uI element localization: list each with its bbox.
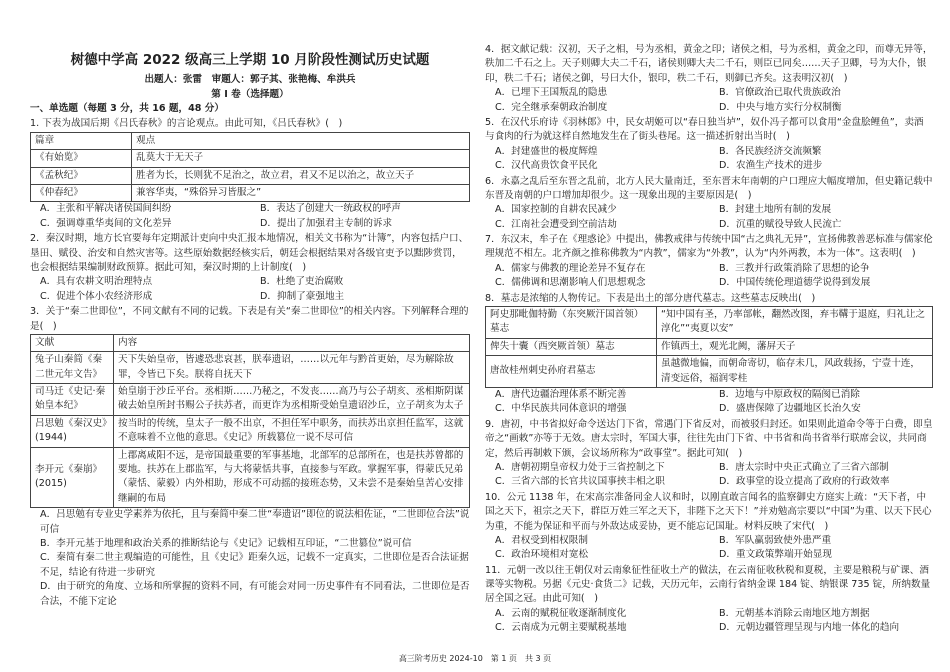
option-d: D．重文政策弊端开始显现 — [719, 549, 832, 561]
option-list — [485, 388, 933, 417]
option-c: C．完全继承秦朝政治制度 — [495, 101, 608, 113]
table-cell: 俾失十囊（西突厥首领）墓志 — [486, 338, 657, 355]
option-list — [30, 508, 470, 609]
table-cell: 李开元《秦崩》(2015) — [31, 447, 114, 508]
section-heading: 一、单选题（每题 3 分，共 16 题，48 分） — [30, 103, 224, 115]
table-row — [31, 352, 470, 384]
table-cell: 始皇崩于沙丘平台。丞相斯……乃秘之，不发丧……高乃与公子胡亥、丞相斯阴谋破去始皇所封书赐公子扶苏者，而更诈为丞相斯受始皇遗诏沙丘，立子胡亥为太子 — [114, 384, 470, 416]
option-d: D．沉重的赋役导致人民流亡 — [719, 218, 842, 230]
question-7 — [485, 233, 933, 291]
option-list — [485, 86, 933, 115]
option-list — [485, 145, 933, 174]
question-stem: 7．东汉末，牟子在《理惑论》中提出，佛教戒律与传统中国“古之典礼无异”，宣扬佛教善恶标准与儒家伦理规范不相左。北齐颜之推称佛教为“内教”，儒家为“外教”，认为“内外两教，本为一体”。这表明( ) — [485, 234, 933, 260]
option-c: C．秦简有秦二世主观编造的可能性，且《史记》距秦久远，记载不一定真实，二世即位是否合法证据不足，结论有待进一步研究 — [40, 552, 469, 578]
option-c: C．云南成为元朝主要赋税基地 — [495, 622, 627, 634]
option-c: C．政治环境相对宽松 — [495, 549, 589, 561]
option-b: B．各民族经济交流频繁 — [719, 145, 822, 157]
option-b: B．杜绝了吏治腐败 — [260, 276, 344, 288]
question-9 — [485, 418, 933, 490]
question-stem: 11．元朝一改以往王朝仅对云南象征性征收土产的做法，在云南征收秋税和夏税，主要是粮税与矿课、酒课等实物税。另据《元史·食货二》记载，天历元年，云南行省纳金课 184 锭、纳银课 735 锭，所纳数量居全国之冠。由此可知( ) — [485, 564, 931, 605]
option-a: A．主张和平解决诸侯国间纠纷 — [40, 203, 172, 215]
table-cell: 《仲春纪》 — [31, 184, 132, 201]
option-d: D．盛唐保障了边疆地区长治久安 — [719, 403, 861, 415]
option-d: D．政事堂的设立提高了政府的行政效率 — [719, 476, 890, 488]
option-a: A．唐朝初期皇帝权力处于三省控制之下 — [495, 461, 665, 473]
option-a: A．国家控制的自耕农民减少 — [495, 204, 617, 216]
table-cell: 上郡离咸阳不远，是帝国最重要的军事基地，北部军的总部所在，也是扶苏曾都的要地。扶苏在上郡监军，与大将蒙恬共事，直接参与军政。掌握军事，得蒙氏兄弟（蒙恬、蒙毅）内外相助，形成不可动摇的接班态势，又未尝不是秦始皇苦心安排继嗣的布局 — [114, 447, 470, 508]
table-header-cell: 篇章 — [31, 132, 132, 149]
table-cell: 司马迁《史记·秦始皇本纪》 — [31, 384, 114, 416]
option-list — [485, 461, 933, 490]
table-row — [31, 415, 470, 447]
option-list — [485, 262, 933, 291]
table-header-cell: 观点 — [132, 132, 470, 149]
option-b: B．封建土地所有制的发展 — [719, 204, 832, 216]
table-cell: 阿史那毗伽特勤（东突厥汗国首领）墓志 — [486, 307, 657, 339]
right-column — [485, 0, 933, 636]
question-stem: 4．据文献记载：汉初，天子之相，号为丞相，黄金之印；诸侯之相，号为丞相，黄金之印，而尊无异等，秩加二千石之上。天子则卿大夫二千石，诸侯则卿大夫二千石，则臣已同矣……天子卫卿，号为大仆，银印，秩二千石；诸侯之御，号曰大仆，银印，秩二千石，则御已齐矣。这表明汉初( ) — [485, 44, 933, 84]
option-b: B．唐太宗时中央正式确立了三省六部制 — [719, 461, 889, 473]
exam-title: 树德中学高 2022 级高三上学期 10 月阶段性测试历史试题 — [70, 52, 430, 68]
question-8 — [485, 292, 933, 417]
left-column — [30, 0, 470, 609]
question-stem: 2．秦汉时期，地方长官要每年定期派计吏向中央汇报本地情况，相关文书称为“计簿”，内容包括户口、垦田、赋役、治安和自然灾害等。这些原始数据经核实后，朝廷会根据结果对各级官吏予以黜陟赏罚，也会根据结果编制财政预算。据此可知，秦汉时期的上计制度( ) — [30, 233, 469, 273]
option-b: B．军队赢弱致使外患严重 — [719, 534, 832, 546]
option-list — [30, 202, 470, 231]
option-b: B．三教并行政策消除了思想的论争 — [719, 262, 870, 274]
question-6 — [485, 175, 933, 233]
question-stem: 8．墓志是浓缩的人物传记。下表是出土的部分唐代墓志。这些墓志反映出( ) — [485, 292, 816, 304]
table-cell: 胜者为长，长则犹不足治之，故立君，君又不足以治之，故立天子 — [132, 167, 470, 184]
option-d: D．元朝边疆管理呈现与内地一体化的趋向 — [719, 622, 900, 634]
question-2 — [30, 232, 470, 304]
question-stem: 10．公元 1138 年，在宋高宗准备同金人议和时，以刚直敢言闻名的监察御史方庭实上疏：“天下者，中国之天下，祖宗之天下，群臣万姓三军之天下，非陛下之天下！”并劝勉高宗要以“中国”为重、以天下民心为重，不能为保证和平而与外敌达成妥协，更不能忘记国耻。材料反映了宋代( ) — [485, 491, 932, 532]
question-3 — [30, 305, 470, 609]
table-cell: 按当时的传统，皇太子一般不出京，不担任军中职务，而扶苏出京担任监军，这就不意味着不立他的意思。《史记》所载篡位一说不尽可信 — [114, 415, 470, 447]
option-a: A．儒家与佛教的理论差异不复存在 — [495, 262, 646, 274]
option-list — [485, 607, 933, 636]
option-d: D．抑制了豪强地主 — [260, 290, 345, 302]
option-c: C．江南社会遭受到空前洁劫 — [495, 218, 617, 230]
option-c: C．中华民族共同体意识的增强 — [495, 403, 627, 415]
question-4 — [485, 43, 933, 115]
table-row — [31, 447, 470, 508]
table-cell: 吕思勉《秦汉史》(1944) — [31, 415, 114, 447]
option-c: C．儒佛调和思潮影响人们思想观念 — [495, 277, 646, 289]
table-cell: 兔子山秦简《秦二世元年文告》 — [31, 352, 114, 384]
question-5 — [485, 116, 933, 174]
table-cell: “知中国有圣，乃率部帐，翻然改图，弃韦鞲于退庭，归礼让之淳化”“夷夏以安” — [657, 307, 933, 339]
option-d: D．中国传统伦理道德学说得到发展 — [719, 277, 871, 289]
table-row — [31, 384, 470, 416]
q3-table — [30, 334, 470, 508]
table-header-row — [31, 334, 470, 351]
option-a: A．封建盛世的极度辉煌 — [495, 145, 598, 157]
table-header-cell: 内容 — [114, 334, 470, 351]
table-cell: 《有始览》 — [31, 150, 132, 167]
volume-heading: 第 I 卷（选择题） — [211, 88, 289, 100]
table-row — [486, 356, 933, 388]
question-11 — [485, 564, 933, 636]
option-a: A．吕思勉有专业史学素养为依托，且与秦简中秦二世“奉遗诏”即位的说法相佐证，“二世即位合法”说可信 — [40, 509, 470, 535]
option-d: D．由于研究的角度、立场和所掌握的资料不同，有可能会对同一历史事件有不同看法，二世即位是否合法，不能下定论 — [40, 581, 470, 607]
option-a: A．已埋下王国叛乱的隐患 — [495, 87, 608, 99]
table-cell: 《孟秋纪》 — [31, 167, 132, 184]
table-row — [486, 338, 933, 355]
option-c: C．汉代高贵饮食平民化 — [495, 160, 598, 172]
option-a: A．云南的赋税征收逐渐制度化 — [495, 607, 627, 619]
option-b: B．元朝基本消除云南地区地方割据 — [719, 607, 870, 619]
option-b: B．边地与中原政权的隔阂已消除 — [719, 388, 860, 400]
question-stem: 1. 下表为战国后期《吕氏春秋》的言论观点。由此可知，《吕氏春秋》( ) — [30, 118, 343, 130]
table-cell: 兼容华夷，“殊俗异习皆服之” — [132, 184, 470, 201]
option-d: D．提出了加强君主专制的诉求 — [260, 217, 393, 229]
question-1 — [30, 117, 470, 231]
option-a: A．具有农耕文明治理特点 — [40, 276, 153, 288]
option-d: D．农渔生产技术的进步 — [719, 160, 823, 172]
option-a: A．唐代边疆治理体系不断完善 — [495, 388, 627, 400]
question-stem: 5．在汉代乐府诗《羽林郎》中，民女胡姬可以“春日独当垆”，奴仆冯子都可以食用“金盘脍鲤鱼”，卖酒与食肉的行为就这样自然地发生在了街头巷尾。这一描述折射出当时( ) — [485, 116, 924, 143]
option-b: B．李开元基于地理和政治关系的推断结论与《史记》记载相互印证，“二世篡位”说可信 — [40, 537, 412, 549]
question-10 — [485, 491, 933, 563]
table-row — [31, 167, 470, 184]
option-c: C．促进个体小农经济形成 — [40, 290, 153, 302]
table-row — [31, 184, 470, 201]
option-a: A．君权受到相权限制 — [495, 534, 588, 546]
table-cell: 作镇西土，观光北阙，藩屏天子 — [657, 338, 933, 355]
exam-authors: 出题人：张雷 审题人：郭子其、张艳梅、牟洪兵 — [144, 74, 356, 86]
q1-table — [30, 132, 470, 203]
question-stem: 3．关于“秦二世即位”，不同文献有不同的记载。下表是有关“秦二世即位”的相关内容。下列解释合理的是( ) — [30, 306, 469, 332]
option-list — [30, 275, 470, 304]
option-b: B．表达了创建大一统政权的呼声 — [260, 203, 401, 215]
option-c: C．强调尊重华夷间的文化差异 — [40, 217, 172, 229]
option-list — [485, 534, 933, 563]
option-d: D．中央与地方实行分权制衡 — [719, 101, 842, 113]
table-cell: 天下失始皇帝，皆遽恐悲哀甚，朕奉遗诏，……以元年与黔首更始，尽为解除故罪，令皆已下矣。朕将自抚天下 — [114, 352, 470, 384]
table-header-cell: 文献 — [31, 334, 114, 351]
table-cell: 乱莫大于无天子 — [132, 150, 470, 167]
table-cell: 虽越微地偏，而朝命寄切，临存未几，风政载扬，宁壹十连，清变远俗，福润零桂 — [657, 356, 933, 388]
table-cell: 唐故桂州刺史孙府君墓志 — [486, 356, 657, 388]
option-b: B．官僚政治已取代贵族政治 — [719, 87, 841, 99]
page-footer: 高三阶考历史 2024-10 第 1 页 共 3 页 — [398, 654, 552, 663]
option-list — [485, 203, 933, 232]
option-c: C．三省六部的长官共议国事挟丰相之职 — [495, 476, 665, 488]
table-row — [486, 307, 933, 339]
table-header-row — [31, 132, 470, 149]
q8-table — [485, 306, 933, 388]
question-stem: 9．唐初，中书省拟好命令送达门下省，常遇门下省反对，而被驳归封还。如果则此道命令等于白费，即皇帝之“画敕”亦等于无效。唐太宗时，军国大事，往往先由门下省、中书省和尚书省举行联席会议，共同商定，然后再制敕下颁，会议场所称为“政事堂”。据此可知( ) — [485, 418, 933, 459]
table-row — [31, 150, 470, 167]
question-stem: 6．永嘉之乱后至东晋之乱前，北方人民大量南迁，至东晋末年南朝的户口理应大幅度增加，但史籍记载中东晋及南朝的户口增加却很少。这一现象出现的主要原因是( ) — [485, 175, 933, 201]
